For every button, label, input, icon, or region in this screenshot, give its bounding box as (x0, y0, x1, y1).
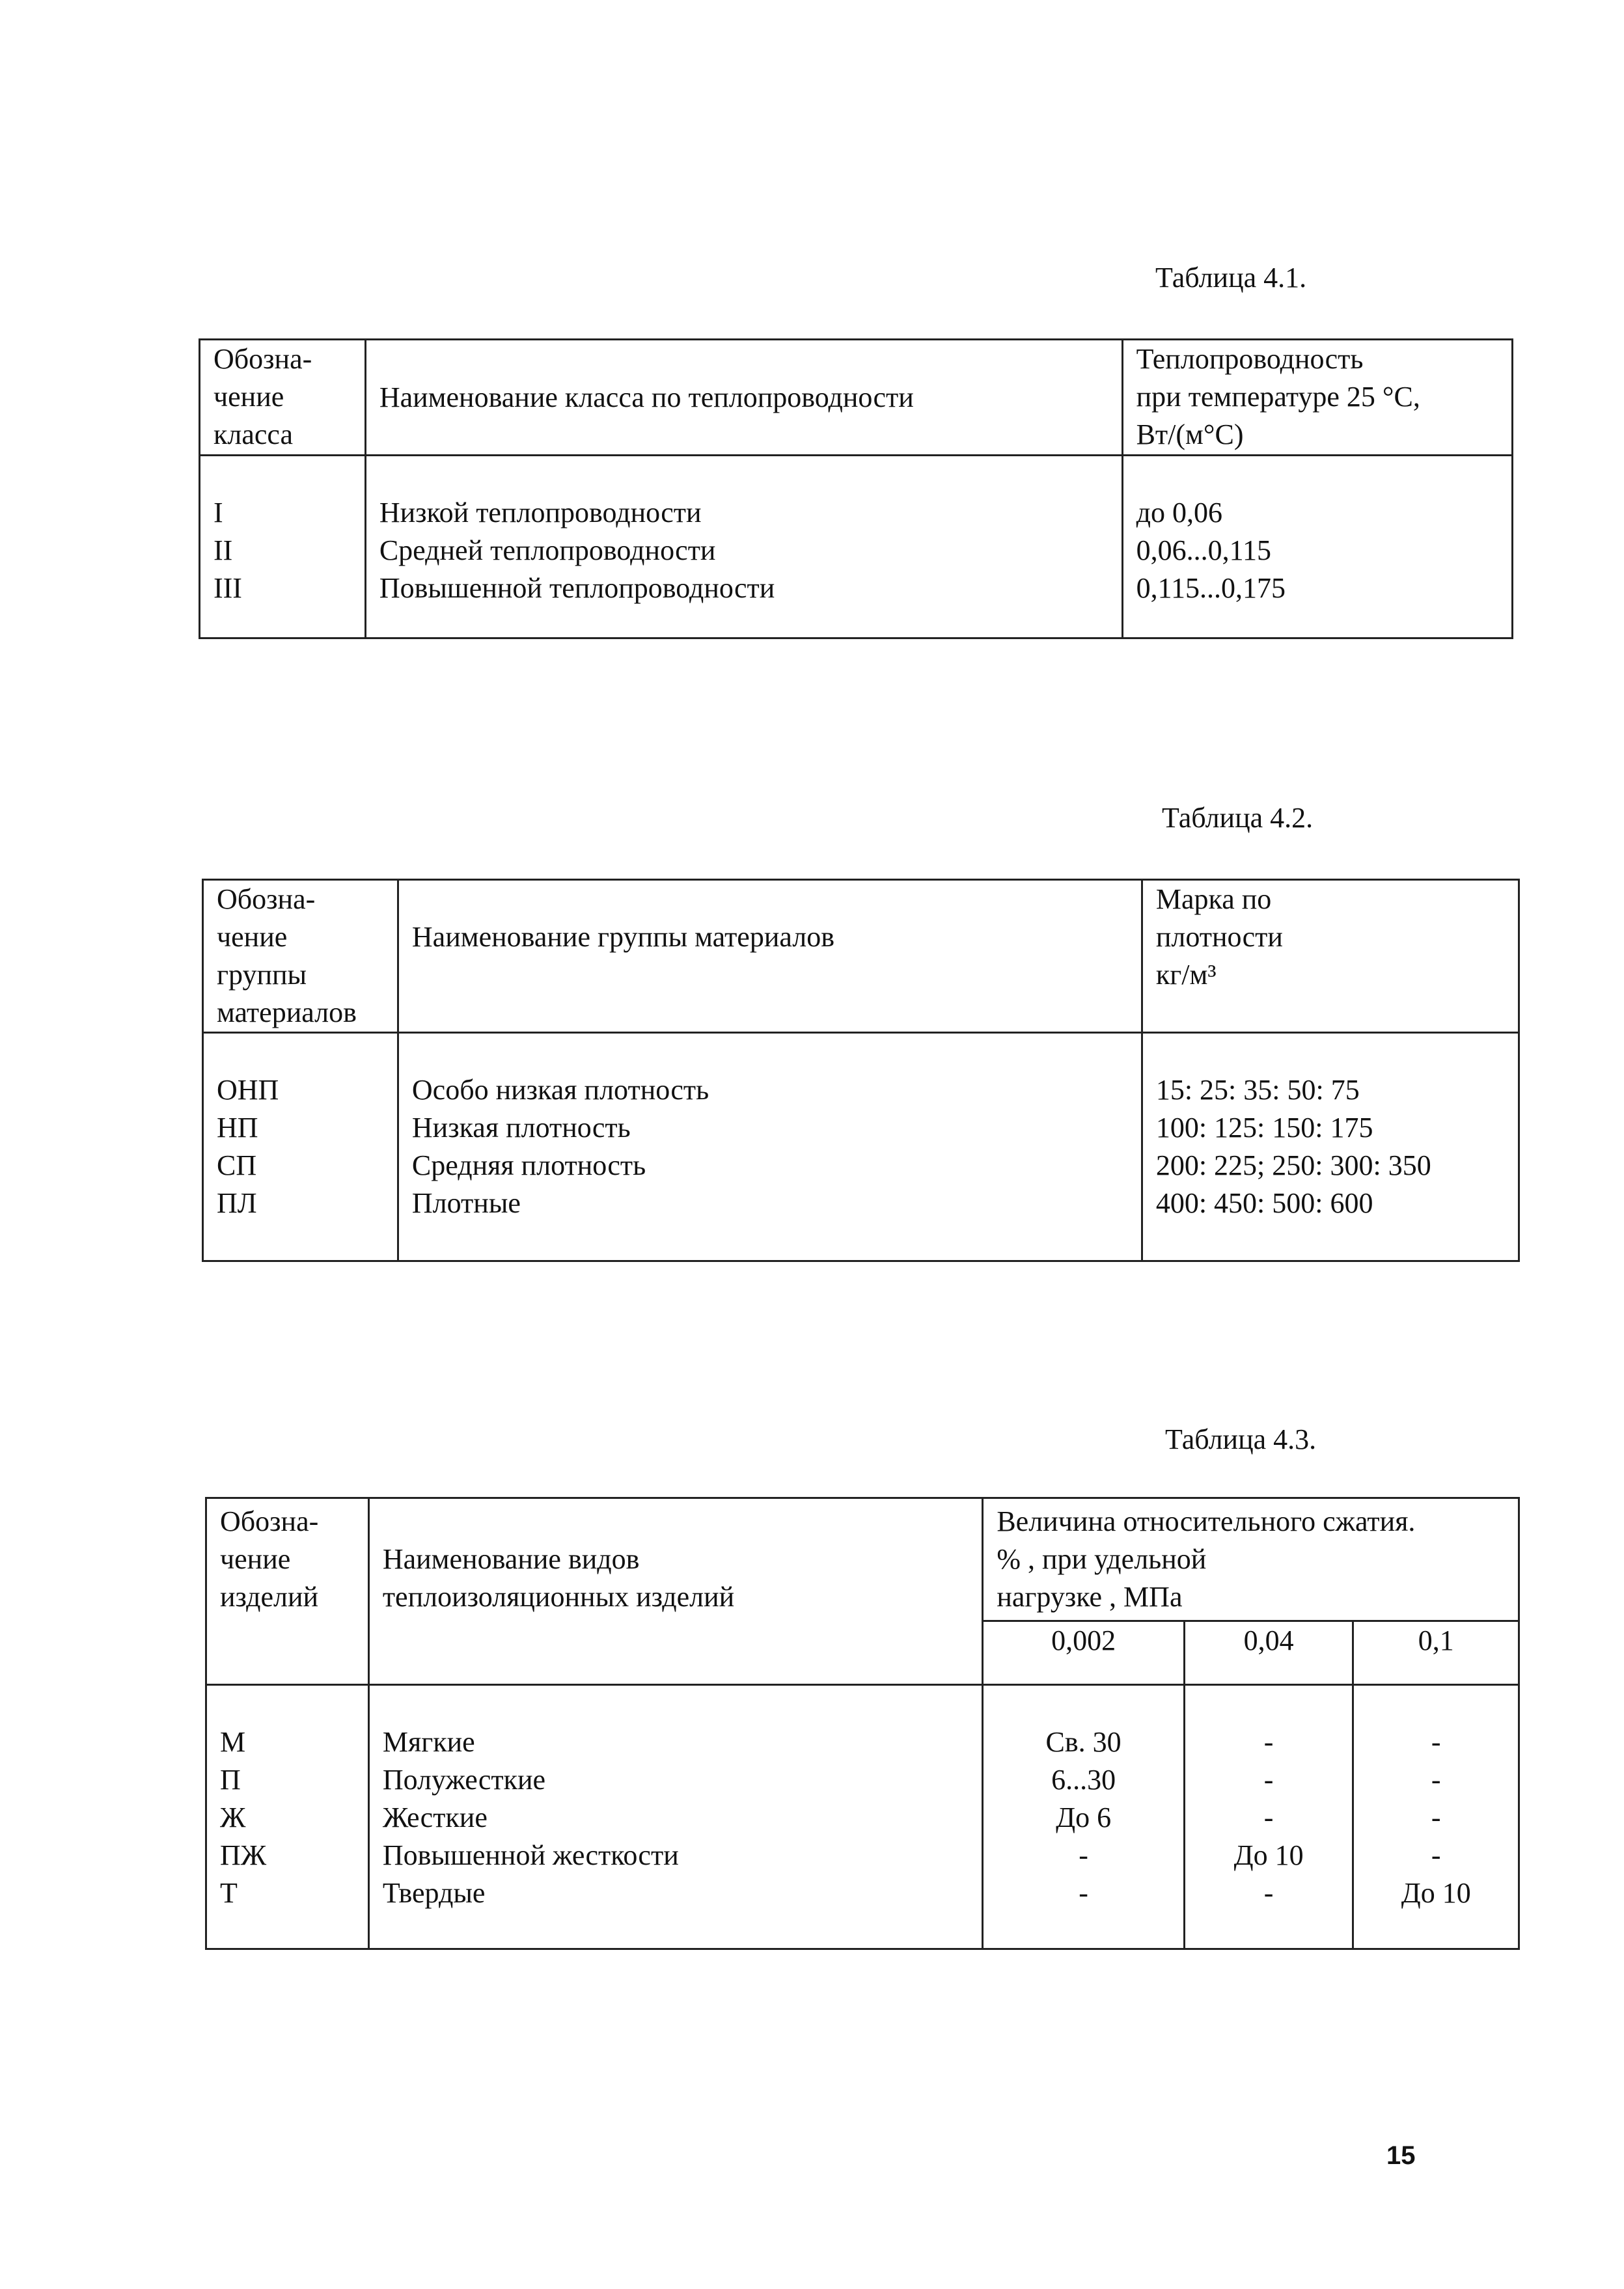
header-product-type: Наименование видов теплоизоляционных изделий (368, 1498, 982, 1685)
header-class-name: Наименование класса по теплопроводности (365, 340, 1122, 456)
table-4-3-caption: Таблица 4.3. (1165, 1423, 1317, 1455)
table-4-1-caption: Таблица 4.1. (1155, 262, 1307, 294)
header-load-004: 0,04 (1184, 1621, 1353, 1685)
header-group-name: Наименование группы материалов (398, 880, 1142, 1033)
compression-0002-values: Св. 30 6...30 До 6 - - (983, 1685, 1185, 1949)
header-load-0002: 0,002 (983, 1621, 1185, 1685)
class-codes: I II III (200, 456, 366, 638)
density-values: 15: 25: 35: 50: 75 100: 125: 150: 175 200: 225; 250: 300: 350 400: 450: 500: 600 (1142, 1033, 1519, 1261)
compression-004-values: - - - До 10 - (1184, 1685, 1353, 1949)
header-designation: Обозна- чение группы материалов (203, 880, 398, 1033)
header-designation: Обозна- чение изделий (206, 1498, 369, 1685)
page-number: 15 (1386, 2141, 1416, 2170)
table-body-row (203, 1033, 1519, 1261)
header-thermal-conductivity: Теплопроводность при температуре 25 °С, Вт/(м°С) (1122, 340, 1512, 456)
table-4-2-caption: Таблица 4.2. (1162, 802, 1314, 834)
table-header-row (203, 880, 1519, 1033)
compression-01-values: - - - - До 10 (1353, 1685, 1519, 1949)
table-header-row (206, 1498, 1519, 1621)
table-4-3 (205, 1497, 1520, 1950)
group-names: Особо низкая плотность Низкая плотность Средняя плотность Плотные (398, 1033, 1142, 1261)
table-4-1 (199, 338, 1513, 639)
header-load-01: 0,1 (1353, 1621, 1519, 1685)
header-designation: Обозна- чение класса (200, 340, 366, 456)
table-header-row (200, 340, 1513, 456)
group-codes: ОНП НП СП ПЛ (203, 1033, 398, 1261)
header-density-grade: Марка по плотности кг/м³ (1142, 880, 1519, 1033)
header-compression: Величина относительного сжатия. % , при удельной нагрузке , МПа (983, 1498, 1519, 1621)
product-names: Мягкие Полужесткие Жесткие Повышенной жесткости Твердые (368, 1685, 982, 1949)
class-names: Низкой теплопроводности Средней теплопроводности Повышенной теплопроводности (365, 456, 1122, 638)
product-codes: М П Ж ПЖ Т (206, 1685, 369, 1949)
conductivity-values: до 0,06 0,06...0,115 0,115...0,175 (1122, 456, 1512, 638)
table-4-2 (202, 879, 1520, 1262)
table-body-row (200, 456, 1513, 638)
table-body-row (206, 1685, 1519, 1949)
